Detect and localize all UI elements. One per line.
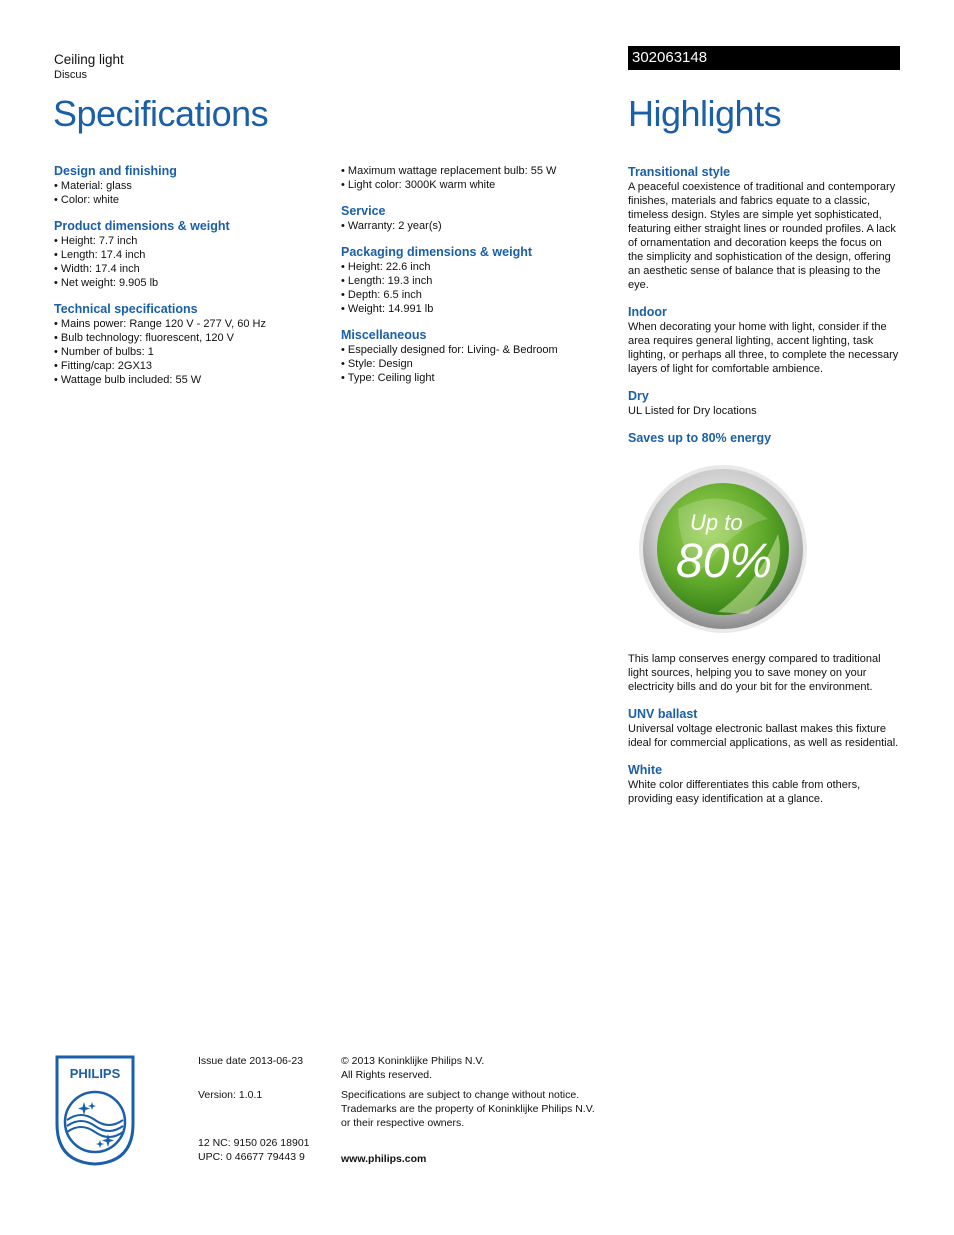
section-heading: Design and finishing [54, 164, 177, 178]
section-heading: Product dimensions & weight [54, 219, 230, 233]
badge-up-to: Up to [690, 510, 743, 535]
highlight-indoor [628, 305, 900, 376]
section-heading: Technical specifications [54, 302, 198, 316]
highlight-text: UL Listed for Dry locations [628, 405, 757, 417]
spec-section-design [54, 164, 324, 207]
highlight-heading: Saves up to 80% energy [628, 431, 772, 445]
philips-shield-logo-icon [54, 1054, 136, 1166]
spec-item: • Type: Ceiling light [341, 371, 611, 385]
footer-meta-column [198, 1054, 328, 1164]
spec-section-miscellaneous [341, 328, 611, 385]
notice-line: Trademarks are the property of Koninklijke Philips N.V. [341, 1103, 595, 1115]
highlight-heading: UNV ballast [628, 707, 698, 721]
spec-section-continued [341, 164, 611, 192]
spec-section-packaging [341, 245, 611, 316]
spec-item: • Height: 7.7 inch [54, 234, 324, 248]
product-code: 302063148 [628, 46, 900, 70]
badge-value: 80% [676, 535, 773, 588]
spec-item: • Length: 19.3 inch [341, 274, 611, 288]
specifications-title: Specifications [53, 93, 269, 134]
highlight-text: Universal voltage electronic ballast makes this fixture ideal for commercial applications, as well as residential. [628, 723, 899, 749]
spec-item: • Color: white [54, 193, 324, 207]
specs-column-1 [54, 164, 324, 399]
spec-item: • Maximum wattage replacement bulb: 55 W [341, 164, 611, 178]
spec-item: • Number of bulbs: 1 [54, 345, 324, 359]
spec-item: • Warranty: 2 year(s) [341, 219, 611, 233]
nc-code: 12 NC: 9150 026 18901 [198, 1137, 310, 1149]
highlight-text: White color differentiates this cable from others, providing easy identification at a glance. [628, 779, 861, 805]
section-heading: Service [341, 204, 386, 218]
spec-item: • Wattage bulb included: 55 W [54, 373, 324, 387]
spec-section-product-dimensions [54, 219, 324, 290]
notice-line: Specifications are subject to change without notice. [341, 1089, 580, 1101]
copyright: © 2013 Koninklijke Philips N.V. [341, 1055, 485, 1067]
spec-item: • Length: 17.4 inch [54, 248, 324, 262]
highlight-heading: Indoor [628, 305, 667, 319]
website-link[interactable]: www.philips.com [341, 1153, 427, 1165]
highlight-heading: White [628, 763, 663, 777]
rights: All Rights reserved. [341, 1069, 433, 1081]
spec-item: • Depth: 6.5 inch [341, 288, 611, 302]
upc-code: UPC: 0 46677 79443 9 [198, 1151, 305, 1163]
notice-line: or their respective owners. [341, 1117, 465, 1129]
highlight-text: This lamp conserves energy compared to traditional light sources, helping you to save money on your electricity bills and do your bit for the environment. [628, 653, 881, 693]
energy-badge-icon [638, 464, 808, 634]
spec-item: • Light color: 3000K warm white [341, 178, 611, 192]
highlight-text: A peaceful coexistence of traditional and contemporary finishes, materials and fabrics equate to a classic, timeless design. Styles are simple yet sophisticated, featuring either straight lines or rounded profiles. A lack of ornamentation and decoration keeps the focus on the simplicity and sophistication of the design, offering an aesthetic sense of balance that is pleasing to the eye. [628, 181, 896, 291]
spec-item: • Fitting/cap: 2GX13 [54, 359, 324, 373]
spec-section-service [341, 204, 611, 233]
section-heading: Miscellaneous [341, 328, 427, 342]
spec-item: • Net weight: 9.905 lb [54, 276, 324, 290]
spec-item: • Especially designed for: Living- & Bedroom [341, 343, 611, 357]
product-type: Ceiling light [54, 52, 124, 67]
product-name: Discus [54, 69, 88, 81]
spec-item: • Bulb technology: fluorescent, 120 V [54, 331, 324, 345]
spec-item: • Width: 17.4 inch [54, 262, 324, 276]
highlights-title: Highlights [628, 93, 782, 134]
spec-item: • Material: glass [54, 179, 324, 193]
specs-column-2 [341, 164, 611, 397]
highlight-heading: Transitional style [628, 165, 731, 179]
highlight-heading: Dry [628, 389, 649, 403]
section-heading: Packaging dimensions & weight [341, 245, 533, 259]
spec-item: • Weight: 14.991 lb [341, 302, 611, 316]
highlight-unv [628, 707, 900, 750]
spec-section-technical [54, 302, 324, 387]
logo-text: PHILIPS [69, 1066, 121, 1081]
footer-legal-column [341, 1054, 621, 1166]
highlight-transitional [628, 165, 900, 292]
spec-item: • Mains power: Range 120 V - 277 V, 60 Hz [54, 317, 324, 331]
version: Version: 1.0.1 [198, 1089, 263, 1101]
highlight-dry [628, 389, 900, 418]
issue-date: Issue date 2013-06-23 [198, 1055, 304, 1067]
highlight-text: When decorating your home with light, consider if the area requires general lighting, accent lighting, task lighting, or perhaps all three, to complete the necessary layers of light for comfortable ambience. [628, 321, 899, 375]
highlight-white [628, 763, 900, 806]
spec-item: • Height: 22.6 inch [341, 260, 611, 274]
spec-item: • Style: Design [341, 357, 611, 371]
